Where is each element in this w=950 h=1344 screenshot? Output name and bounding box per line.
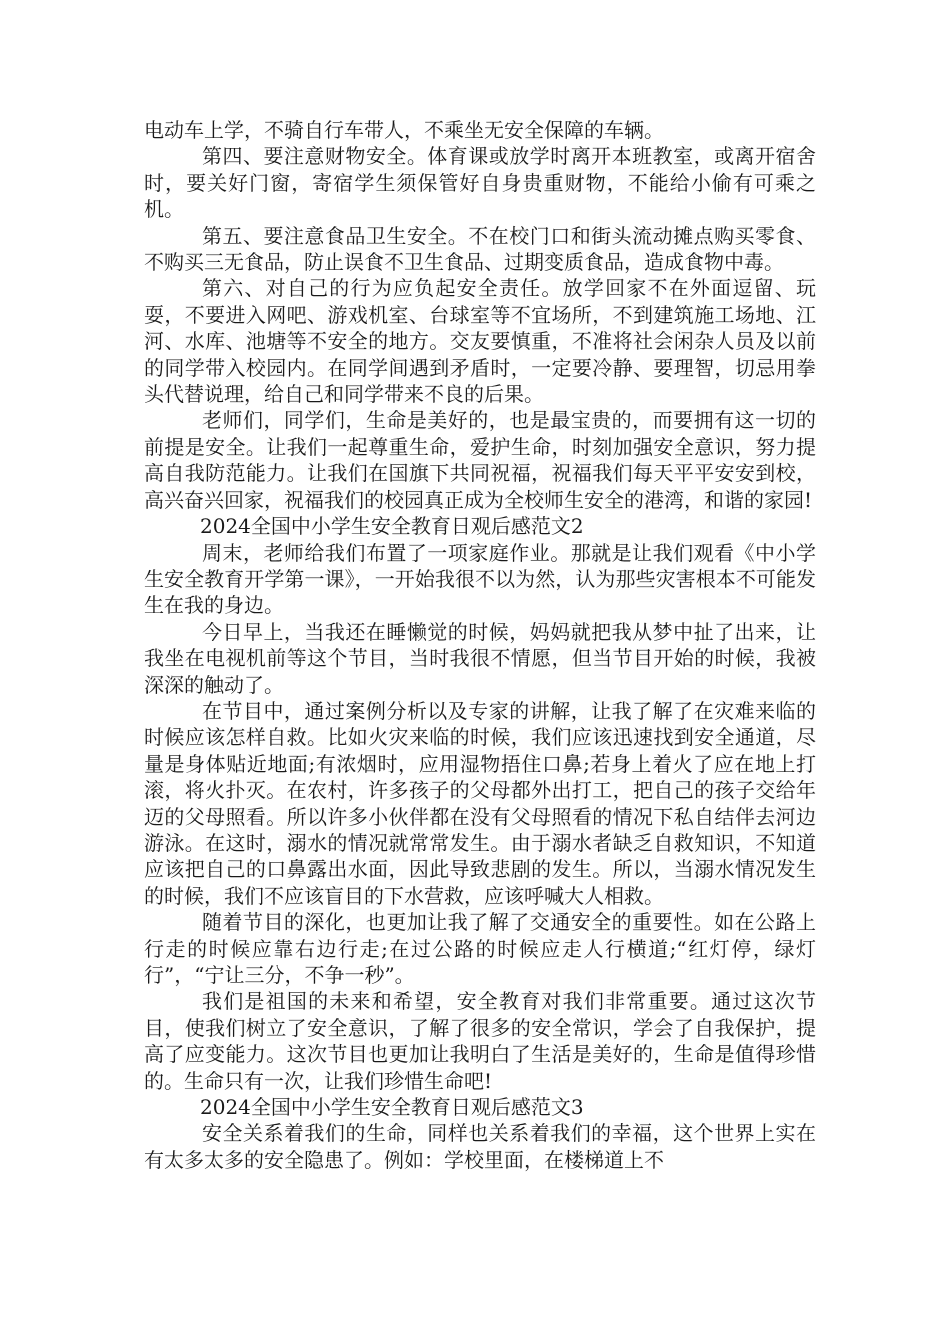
paragraph-5: 老师们，同学们，生命是美好的，也是最宝贵的，而要拥有这一切的前提是安全。让我们一起尊重生命，爱护生命，时刻加强安全意识，努力提高自我防范能力。让我们在国旗下共同祝福，祝福我们每天平平安安到校，高兴奋兴回家，祝福我们的校园真正成为全校师生安全的港湾，和谐的家园!	[144, 408, 816, 512]
paragraph-1: 电动车上学，不骑自行车带人，不乘坐无安全保障的车辆。	[144, 118, 664, 142]
paragraph-4: 第六、对自己的行为应负起安全责任。放学回家不在外面逗留、玩耍，不要进入网吧、游戏机室、台球室等不宜场所，不到建筑施工场地、江河、水库、池塘等不安全的地方。交友要慎重，不准将社会闲杂人员及以前的同学带入校园内。在同学间遇到矛盾时，一定要冷静、要理智，切忌用拳头代替说理，给自己和同学带来不良的后果。	[144, 276, 816, 407]
section-heading-3: 2024全国中小学生安全教育日观后感范文3	[200, 1095, 584, 1120]
paragraph-10: 我们是祖国的未来和希望，安全教育对我们非常重要。通过这次节目，使我们树立了安全意识，了解了很多的安全常识，学会了自我保护，提高了应变能力。这次节目也更加让我明白了生活是美好的，生命是值得珍惜的。生命只有一次，让我们珍惜生命吧!	[144, 989, 816, 1093]
paragraph-8: 在节目中，通过案例分析以及专家的讲解，让我了解了在灾难来临的时候应该怎样自救。比如火灾来临的时候，我们应该迅速找到安全通道，尽量是身体贴近地面;有浓烟时，应用湿物捂住口鼻;若身上着火了应在地上打滚，将火扑灭。在农村，许多孩子的父母都外出打工，把自己的孩子交给年迈的父母照看。所以许多小伙伴都在没有父母照看的情况下私自结伴去河边游泳。在这时，溺水的情况就常常发生。由于溺水者缺乏自救知识，不知道应该把自己的口鼻露出水面，因此导致悲剧的发生。所以，当溺水情况发生的时候，我们不应该盲目的下水营救，应该呼喊大人相救。	[144, 698, 816, 908]
paragraph-6: 周末，老师给我们布置了一项家庭作业。那就是让我们观看《中小学生安全教育开学第一课》，一开始我很不以为然，认为那些灾害根本不可能发生在我的身边。	[144, 540, 816, 618]
paragraph-7: 今日早上，当我还在睡懒觉的时候，妈妈就把我从梦中扯了出来，让我坐在电视机前等这个节目，当时我很不情愿，但当节目开始的时候，我被深深的触动了。	[144, 619, 816, 697]
paragraph-2: 第四、要注意财物安全。体育课或放学时离开本班教室，或离开宿舍时，要关好门窗，寄宿学生须保管好自身贵重财物，不能给小偷有可乘之机。	[144, 144, 816, 222]
document-body	[144, 117, 816, 1173]
paragraph-11: 安全关系着我们的生命，同样也关系着我们的幸福，这个世界上实在有太多太多的安全隐患了。例如：学校里面，在楼梯道上不	[144, 1121, 816, 1172]
paragraph-3: 第五、要注意食品卫生安全。不在校门口和街头流动摊点购买零食、不购买三无食品，防止误食不卫生食品、过期变质食品，造成食物中毒。	[144, 223, 816, 275]
paragraph-9: 随着节目的深化，也更加让我了解了交通安全的重要性。如在公路上行走的时候应靠右边行走;在过公路的时候应走人行横道;“红灯停，绿灯行”，“宁让三分，不争一秒”。	[144, 910, 816, 987]
section-heading-2: 2024全国中小学生安全教育日观后感范文2	[200, 514, 584, 539]
